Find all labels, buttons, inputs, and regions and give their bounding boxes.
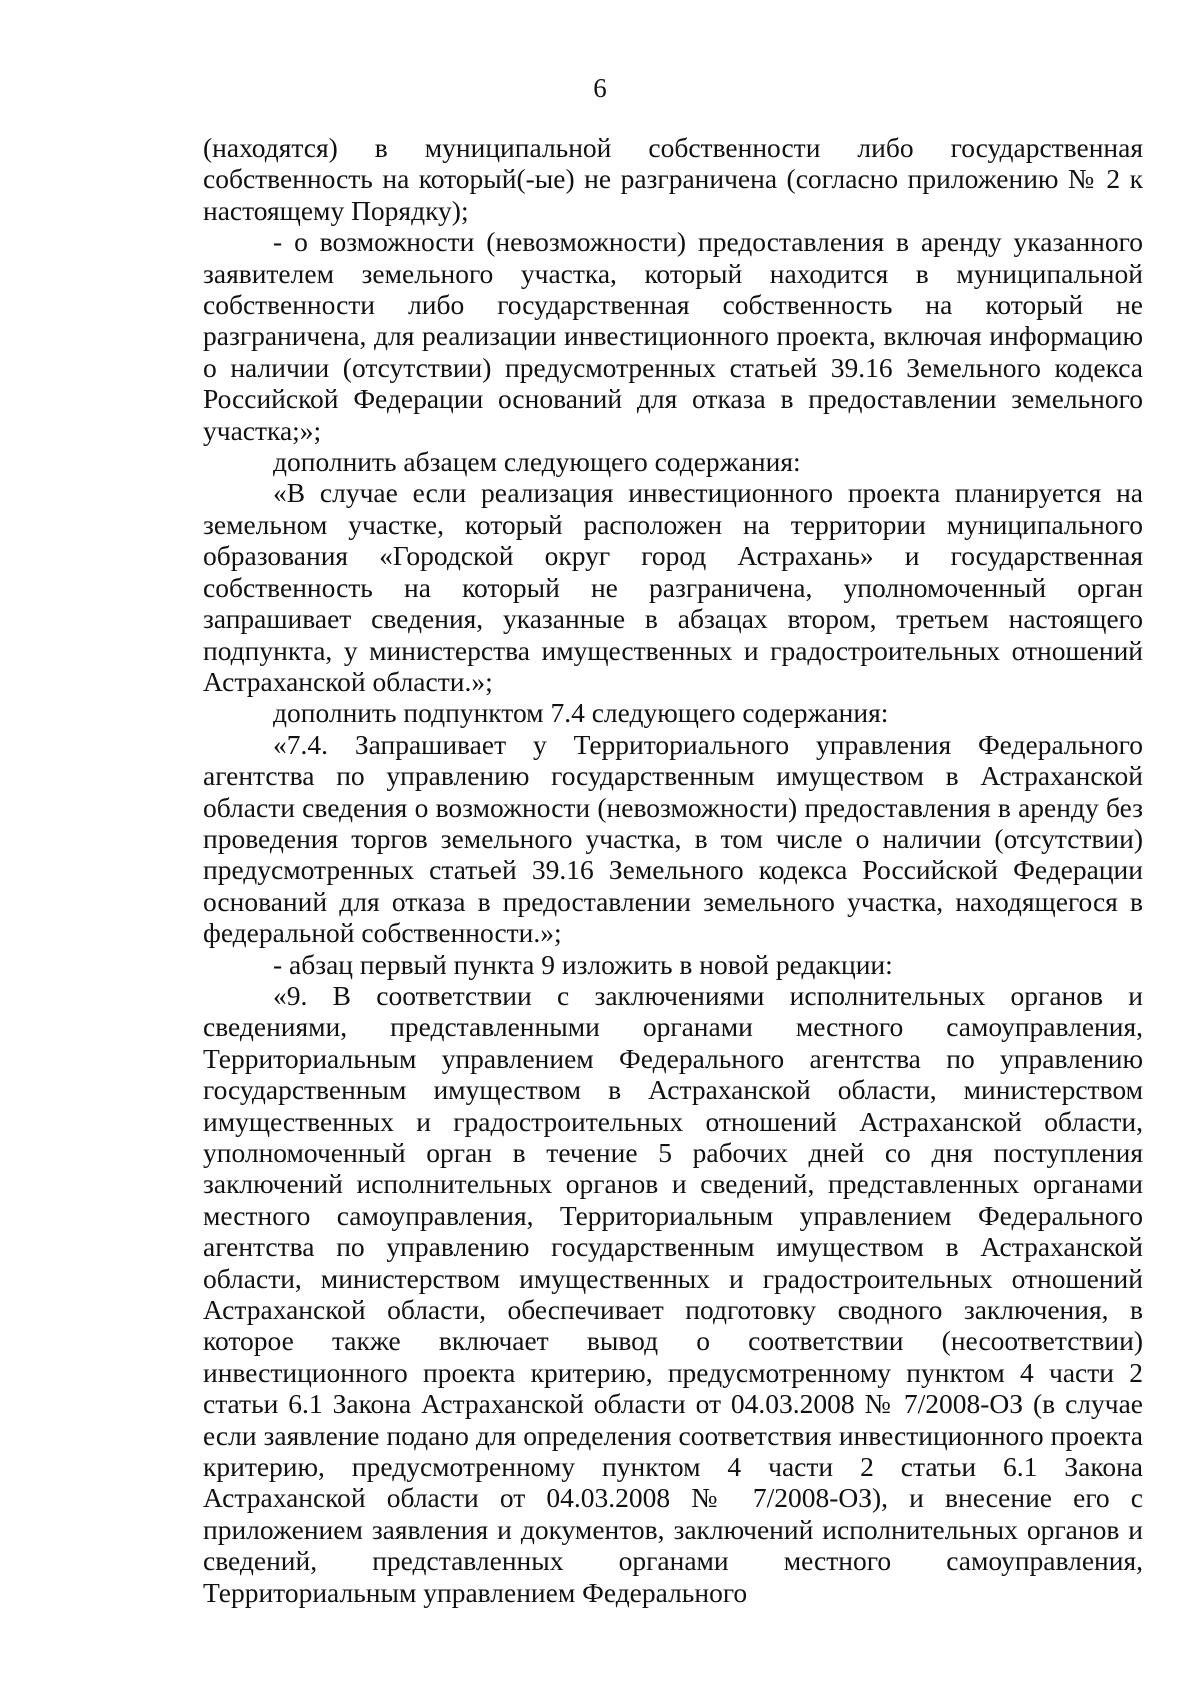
document-body: [203, 132, 1143, 1608]
paragraph-continuation: (находятся) в муниципальной собственности либо государственная собственность на который(-ые) не разграничена (согласно приложению № 2 к настоящему Порядку);: [203, 132, 1143, 226]
page-number: 6: [593, 73, 607, 103]
paragraph-add-subpoint: дополнить подпунктом 7.4 следующего содержания:: [273, 697, 889, 729]
paragraph-astrakhan-case: «В случае если реализация инвестиционного проекта планируется на земельном участке, который расположен на территории муниципального образования «Городской округ город Астрахань» и государственная собственность на который не разграничена, уполномоченный орган запрашивает сведения, указанные в абзацах втором, третьем настоящего подпункта, у министерства имущественных и градостроительных отношений Астраханской области.»;: [203, 477, 1143, 697]
paragraph-possibility-of-lease: - о возможности (невозможности) предоставления в аренду указанного заявителем земельного участка, который находится в муниципальной собственности либо государственная собственность на который не разграничена, для реализации инвестиционного проекта, включая информацию о наличии (отсутствии) предусмотренных статьей 39.16 Земельного кодекса Российской Федерации оснований для отказа в предоставлении земельного участка;»;: [203, 226, 1143, 446]
paragraph-point-9-new-edition: - абзац первый пункта 9 изложить в новой редакции:: [273, 948, 893, 980]
paragraph-point-9-text: «9. В соответствии с заключениями исполнительных органов и сведениями, представленными органами местного самоуправления, Территориальным управлением Федерального агентства по управлению государственным имуществом в Астраханской области, министерством имущественных и градостроительных отношений Астраханской области, уполномоченный орган в течение 5 рабочих дней со дня поступления заключений исполнительных органов и сведений, представленных органами местного самоуправления, Территориальным управлением Федерального агентства по управлению государственным имуществом в Астраханской области, министерством имущественных и градостроительных отношений Астраханской области, обеспечивает подготовку сводного заключения, в которое также включает вывод о соответствии (несоответствии) инвестиционного проекта критерию, предусмотренному пунктом 4 части 2 статьи 6.1 Закона Астраханской области от 04.03.2008 № 7/2008-ОЗ (в случае если заявление подано для определения соответствия инвестиционного проекта критерию, предусмотренному пунктом 4 части 2 статьи 6.1 Закона Астраханской области от 04.03.2008 № 7/2008-ОЗ), и внесение его с приложением заявления и документов, заключений исполнительных органов и сведений, представленных органами местного самоуправления, Территориальным управлением Федерального: [203, 979, 1143, 1608]
paragraph-add-abzac: дополнить абзацем следующего содержания:: [273, 446, 801, 478]
paragraph-subpoint-7-4: «7.4. Запрашивает у Территориального управления Федерального агентства по управлению государственным имуществом в Астраханской области сведения о возможности (невозможности) предоставления в аренду без проведения торгов земельного участка, в том числе о наличии (отсутствии) предусмотренных статьей 39.16 Земельного кодекса Российской Федерации оснований для отказа в предоставлении земельного участка, находящегося в федеральной собственности.»;: [203, 728, 1143, 949]
